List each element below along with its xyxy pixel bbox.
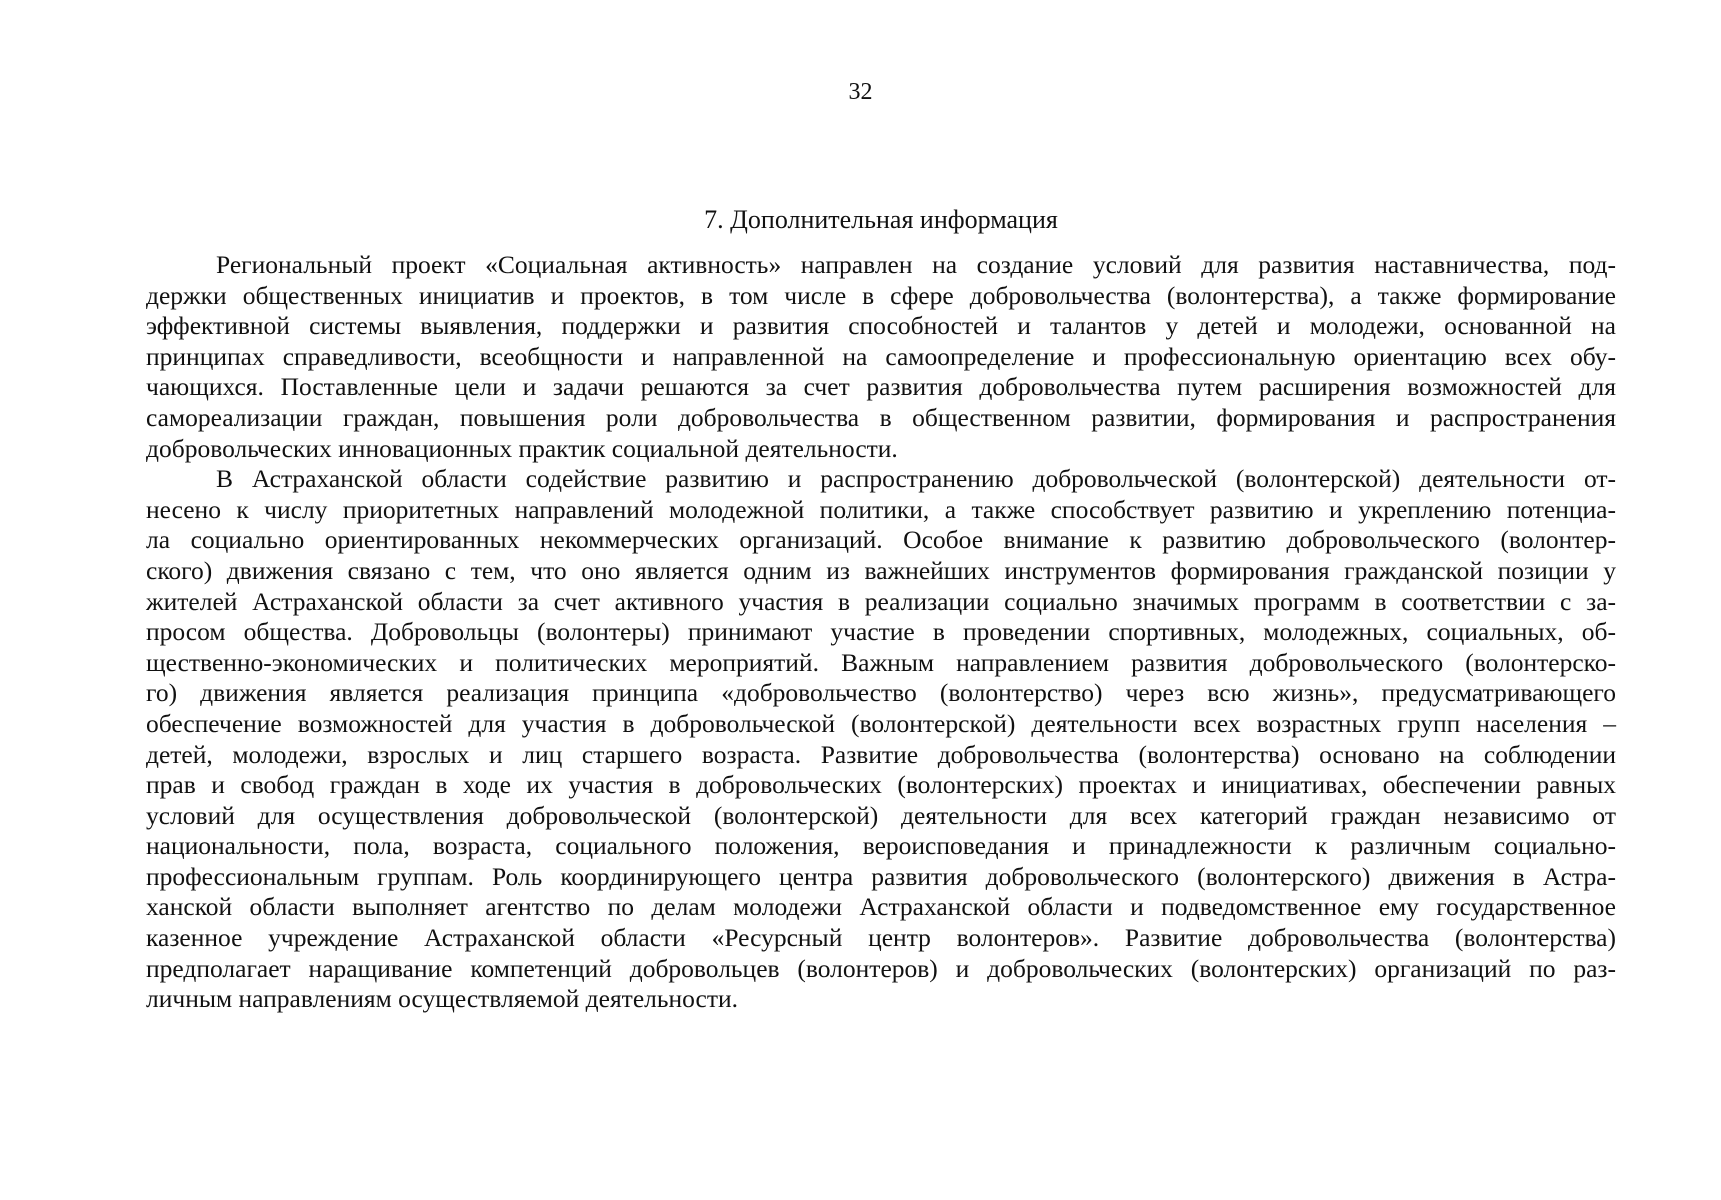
paragraph-line: самореализации граждан, повышения роли добровольчества в общественном развитии, формирования и распространения: [146, 402, 1616, 432]
paragraph-line: добровольческих инновационных практик социальной деятельности.: [146, 433, 898, 463]
paragraph-line: несено к числу приоритетных направлений молодежной политики, а также способствует развитию и укреплению потенциа-: [146, 494, 1616, 524]
page-number: 32: [848, 79, 873, 105]
section-title: 7. Дополнительная информация: [704, 205, 1058, 234]
paragraph-line: чающихся. Поставленные цели и задачи решаются за счет развития добровольчества путем расширения возможностей для: [146, 372, 1616, 402]
paragraph-line: просом общества. Добровольцы (волонтеры) принимают участие в проведении спортивных, молодежных, социальных, об-: [146, 617, 1616, 647]
paragraph-line: го) движения является реализация принципа «добровольчество (волонтерство) через всю жизнь», предусматривающего: [146, 678, 1616, 708]
paragraph-line: личным направлениям осуществляемой деятельности.: [146, 984, 739, 1014]
paragraph-line: принципах справедливости, всеобщности и направленной на самоопределение и профессиональную ориентацию всех обу-: [146, 341, 1616, 371]
paragraph-line: Региональный проект «Социальная активность» направлен на создание условий для развития наставничества, под-: [216, 250, 1616, 279]
paragraph-line: прав и свобод граждан в ходе их участия в добровольческих (волонтерских) проектах и инициативах, обеспечении равных: [146, 770, 1616, 800]
paragraph-line: ханской области выполняет агентство по делам молодежи Астраханской области и подведомственное ему государственное: [146, 892, 1616, 922]
paragraph: [146, 250, 1616, 464]
paragraph-line: эффективной системы выявления, поддержки и развития способностей и талантов у детей и молодежи, основанной на: [146, 311, 1616, 341]
paragraph-line: В Астраханской области содействие развитию и распространению добровольческой (волонтерской) деятельности от-: [216, 464, 1616, 494]
paragraph-line: ла социально ориентированных некоммерческих организаций. Особое внимание к развитию добровольческого (волонтер-: [146, 525, 1616, 555]
paragraph-line: детей, молодежи, взрослых и лиц старшего возраста. Развитие добровольчества (волонтерства) основано на соблюдении: [146, 739, 1616, 769]
paragraph-line: жителей Астраханской области за счет активного участия в реализации социально значимых программ в соответствии с за-: [146, 586, 1616, 616]
paragraph-line: обеспечение возможностей для участия в добровольческой (волонтерской) деятельности всех возрастных групп населения –: [146, 708, 1616, 738]
paragraph-line: казенное учреждение Астраханской области «Ресурсный центр волонтеров». Развитие добровольчества (волонтерства): [146, 923, 1616, 953]
paragraph-line: профессиональным группам. Роль координирующего центра развития добровольческого (волонтерского) движения в Астра-: [146, 861, 1616, 891]
paragraph-line: ского) движения связано с тем, что оно является одним из важнейших инструментов формирования гражданской позиции у: [146, 555, 1616, 585]
paragraph-line: предполагает наращивание компетенций добровольцев (волонтеров) и добровольческих (волонтерских) организаций по раз-: [146, 953, 1616, 983]
paragraph-line: условий для осуществления добровольческой (волонтерской) деятельности для всех категорий граждан независимо от: [146, 800, 1616, 830]
paragraph-line: держки общественных инициатив и проектов, в том числе в сфере добровольчества (волонтерства), а также формирование: [146, 280, 1616, 310]
paragraph-line: щественно-экономических и политических мероприятий. Важным направлением развития добровольческого (волонтерско-: [146, 647, 1616, 677]
paragraph: [146, 464, 1616, 1015]
paragraph-line: национальности, пола, возраста, социального положения, вероисповедания и принадлежности к различным социально-: [146, 831, 1616, 861]
body-text: [146, 250, 1616, 1015]
